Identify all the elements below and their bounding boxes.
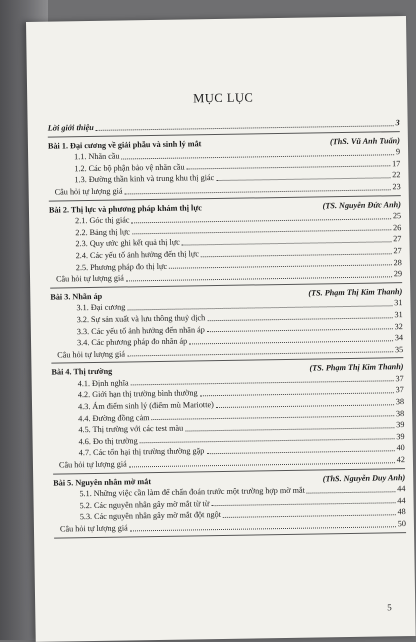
toc-section-page: 32 xyxy=(394,321,403,331)
page-title: MỤC LỤC xyxy=(193,90,254,106)
toc-review-page: 35 xyxy=(394,344,404,354)
toc-section-page: 27 xyxy=(393,234,402,244)
toc-section-label: 3.1. Đại cương xyxy=(76,302,126,313)
toc-section-label: 4.1. Định nghĩa xyxy=(77,378,129,389)
toc-review-page: 29 xyxy=(393,269,403,279)
toc-section-label: 5.3. Các nguyên nhân gây mờ mắt đột ngột xyxy=(79,510,222,522)
toc-section-label: 4.6. Đo thị trường xyxy=(78,436,138,447)
toc-section-page: 34 xyxy=(394,333,404,343)
dot-leader xyxy=(126,276,392,281)
toc-review-label: Câu hỏi tự lượng giá xyxy=(54,186,123,197)
toc-review-label: Câu hỏi tự lượng giá xyxy=(58,459,127,470)
toc-section-label: 3.3. Các yếu tố ảnh hưởng đến nhãn áp xyxy=(76,324,205,336)
dot-leader xyxy=(223,514,396,518)
toc-chapter-author: (TS. Phạm Thị Kim Thanh) xyxy=(309,362,404,373)
dot-leader xyxy=(129,462,395,467)
toc-section-label: 2.4. Các yếu tố ảnh hưởng đến thị lực xyxy=(75,249,199,261)
toc-section-label: 4.2. Giới hạn thị trường bình thường xyxy=(77,388,198,400)
table-of-contents xyxy=(47,88,406,541)
dot-leader xyxy=(211,503,395,507)
toc-section-page: 39 xyxy=(396,420,405,430)
book-page xyxy=(26,16,416,642)
toc-section-page: 37 xyxy=(395,373,404,384)
dot-leader xyxy=(201,253,392,257)
toc-section-page: 38 xyxy=(395,397,405,407)
toc-section-page: 38 xyxy=(395,408,405,418)
toc-section-page: 17 xyxy=(392,158,401,169)
dot-leader xyxy=(96,125,394,131)
toc-review-page: 23 xyxy=(392,182,401,192)
toc-review-page: 42 xyxy=(396,455,405,465)
toc-section-label: 3.4. Các phương pháp đo nhãn áp xyxy=(76,336,188,348)
dot-leader xyxy=(130,526,396,531)
toc-chapter-label: Bài 3. Nhãn áp xyxy=(50,291,103,302)
toc-intro-label: Lời giới thiệu xyxy=(47,122,94,133)
toc-section-page: 9 xyxy=(395,147,401,157)
toc-chapter-author: (TS. Nguyễn Đức Anh) xyxy=(322,199,401,210)
toc-section-page: 25 xyxy=(392,211,402,221)
dot-leader xyxy=(127,352,393,357)
toc-section-page: 40 xyxy=(396,443,405,453)
toc-section-page: 37 xyxy=(395,385,404,395)
chapters-container xyxy=(48,135,406,538)
toc-section-page: 22 xyxy=(392,170,401,180)
toc-section-label: 2.5. Phương pháp đo thị lực xyxy=(75,261,168,272)
dot-leader xyxy=(307,491,395,493)
toc-chapter-label: Bài 2. Thị lực và phương pháp khám thị lực xyxy=(48,202,202,215)
toc-chapter-label: Bài 1. Đại cương về giải phẫu và sinh lý mắt xyxy=(47,138,202,151)
toc-section-page: 44 xyxy=(397,495,406,506)
toc-chapter-label: Bài 5. Nguyên nhân mờ mắt xyxy=(53,476,152,488)
toc-section-label: 2.3. Quy ước ghi kết quả thị lực xyxy=(75,237,180,249)
toc-review-page: 50 xyxy=(397,519,406,529)
toc-section-page: 28 xyxy=(393,257,402,267)
toc-review-label: Câu hỏi tự lượng giá xyxy=(55,273,124,284)
toc-section-label: 2.2. Bảng thị lực xyxy=(75,227,131,238)
dot-leader xyxy=(207,317,392,321)
toc-section-label: 4.5. Thị trường với các test màu xyxy=(78,423,184,435)
toc-intro-page: 3 xyxy=(395,118,400,128)
dot-leader xyxy=(124,189,390,194)
toc-chapter-label: Bài 4. Thị trường xyxy=(51,366,113,377)
dot-leader xyxy=(216,177,390,181)
toc-section-label: 4.3. Ám điểm sinh lý (điểm mù Mariotte) xyxy=(77,400,214,412)
toc-section-label: 5.2. Các nguyên nhân gây mờ mắt từ từ xyxy=(79,498,210,511)
toc-chapter-author: (ThS. Vũ Anh Tuấn) xyxy=(329,135,400,146)
toc-section-label: 1.2. Các bộ phận bảo vệ nhãn cầu xyxy=(74,162,185,174)
dot-leader xyxy=(207,328,393,332)
toc-section-label: 1.3. Đường thần kinh và trung khu thị giác xyxy=(74,173,215,185)
toc-section-label: 3.2. Sự sản xuất và lưu thông thuỷ dịch xyxy=(76,313,206,325)
dot-leader xyxy=(200,392,394,396)
toc-section-label: 2.1. Góc thị giác xyxy=(75,215,130,226)
toc-section-label: 4.4. Đường đồng cảm xyxy=(78,412,150,423)
toc-section-page: 39 xyxy=(396,431,405,442)
toc-section-page: 31 xyxy=(394,310,403,320)
toc-section-page: 31 xyxy=(394,298,403,308)
toc-section-label: 5.1. Những việc cần làm để chẩn đoán trước một trường hợp mờ mắt xyxy=(79,485,305,499)
toc-section-page: 26 xyxy=(393,222,402,233)
toc-review-label: Câu hỏi tự lượng giá xyxy=(59,523,128,534)
dot-leader xyxy=(206,450,394,454)
toc-section-label: 4.7. Các tổn hại thị trường thường gặp xyxy=(78,446,205,458)
page-number: 5 xyxy=(387,602,392,613)
dot-leader xyxy=(216,404,394,408)
toc-section-label: 1.1. Nhãn cầu xyxy=(74,151,120,162)
toc-section-page: 48 xyxy=(397,507,406,517)
toc-chapter-author: (TS. Phạm Thị Kim Thanh) xyxy=(308,286,403,298)
toc-section-page: 44 xyxy=(397,484,406,494)
toc-chapter-author: (ThS. Nguyễn Duy Anh) xyxy=(322,472,406,484)
toc-section-page: 27 xyxy=(393,246,402,256)
toc-review-label: Câu hỏi tự lượng giá xyxy=(57,349,126,360)
